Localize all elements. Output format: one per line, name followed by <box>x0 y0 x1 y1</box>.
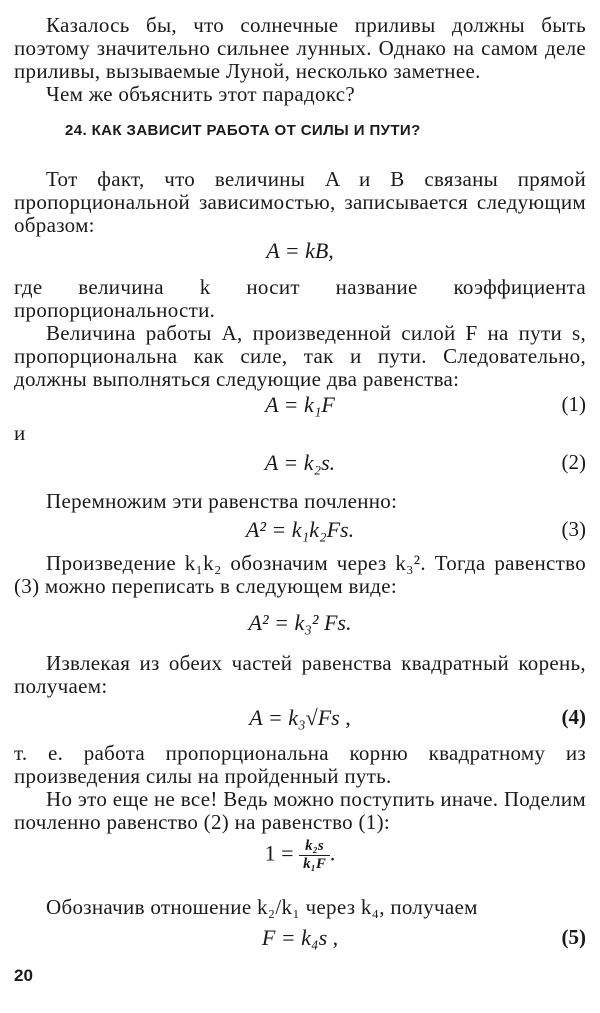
equation-2-number: (2) <box>561 450 586 474</box>
equation-5: F = k₄s , (5) <box>261 925 586 950</box>
equation-5-number: (5) <box>561 925 586 949</box>
equation-2: A = k₂s. (2) <box>264 450 586 475</box>
fraction-numerator: k₂s <box>299 838 330 856</box>
paragraph-proportionality: Тот факт, что величины A и B связаны прямой пропорциональной зависимостью, записывается следующим образом: <box>14 167 586 237</box>
equation-1: A = k₁F (1) <box>265 392 586 417</box>
equation-4-lhs: A <box>249 705 263 730</box>
paragraph-work: Величина работы A, произведенной силой F на пути s, пропорциональна как силе, так и пути. Следовательно, должны выполняться следующие два равенства: <box>14 321 586 391</box>
equation-3-rhs: k₁k₂Fs. <box>291 517 355 542</box>
paragraph-sqrt: Извлекая из обеих частей равенства квадратный корень, получаем: <box>14 651 586 698</box>
paragraph-multiply: Перемножим эти равенства почленно: <box>46 489 398 513</box>
equation-1-number: (1) <box>561 392 586 416</box>
section-heading: 24. КАК ЗАВИСИТ РАБОТА ОТ СИЛЫ И ПУТИ? <box>65 122 421 139</box>
equation-3-number: (3) <box>561 517 586 541</box>
equation-k3-squared: A² = k₃² Fs. <box>248 610 352 635</box>
equation-4-rhs: k₃√Fs , <box>288 705 351 730</box>
equation-2-lhs: A <box>264 450 278 475</box>
paragraph-coefficient: где величина k носит название коэффициента пропорциональности. <box>14 275 586 322</box>
question-line: Чем же объяснить этот парадокс? <box>46 82 356 106</box>
equation-5-rhs: k₄s , <box>301 925 339 950</box>
fraction-denominator: k₁F <box>303 856 326 872</box>
paragraph-alternative: Но это еще не все! Ведь можно поступить иначе. Поделим почленно равенство (2) на равенство (1): <box>14 787 586 834</box>
equation-3-lhs: A² <box>245 517 266 542</box>
conjunction-and: и <box>14 421 26 445</box>
equation-a-kb: A = kB, <box>266 238 334 263</box>
equation-2-rhs: k₂s. <box>303 450 336 475</box>
paragraph-product: Произведение k₁k₂ обозначим через k₃². Тогда равенство (3) можно переписать в следующем виде: <box>14 551 586 598</box>
equation-1-lhs: A <box>265 392 279 417</box>
equation-k3-lhs: A² <box>248 610 269 635</box>
paragraph-conclusion: т. е. работа пропорциональна корню квадратному из произведения силы на пройденный путь. <box>14 741 586 788</box>
equation-4-number: (4) <box>561 705 586 729</box>
equation-5-lhs: F <box>261 925 276 950</box>
page-number: 20 <box>14 966 33 985</box>
equation-k3-rhs: k₃² Fs. <box>294 610 352 635</box>
paragraph-k4: Обозначив отношение k₂/k₁ через k₄, получаем <box>46 895 478 919</box>
equation-ratio: 1 = $\frac{\text{k₂s}}{\text{k₁F}}$ . <box>264 838 336 872</box>
intro-paragraph: Казалось бы, что солнечные приливы должны быть поэтому значительно сильнее лунных. Однако на самом деле приливы, вызываемые Луной, несколько заметнее. <box>14 13 586 83</box>
equation-ratio-lhs: 1 <box>264 840 276 866</box>
fraction <box>299 838 330 873</box>
equation-1-rhs: k₁F <box>304 392 335 417</box>
equation-3: A² = k₁k₂Fs. (3) <box>245 517 586 542</box>
equation-4: A = k₃√Fs , (4) <box>249 705 586 730</box>
